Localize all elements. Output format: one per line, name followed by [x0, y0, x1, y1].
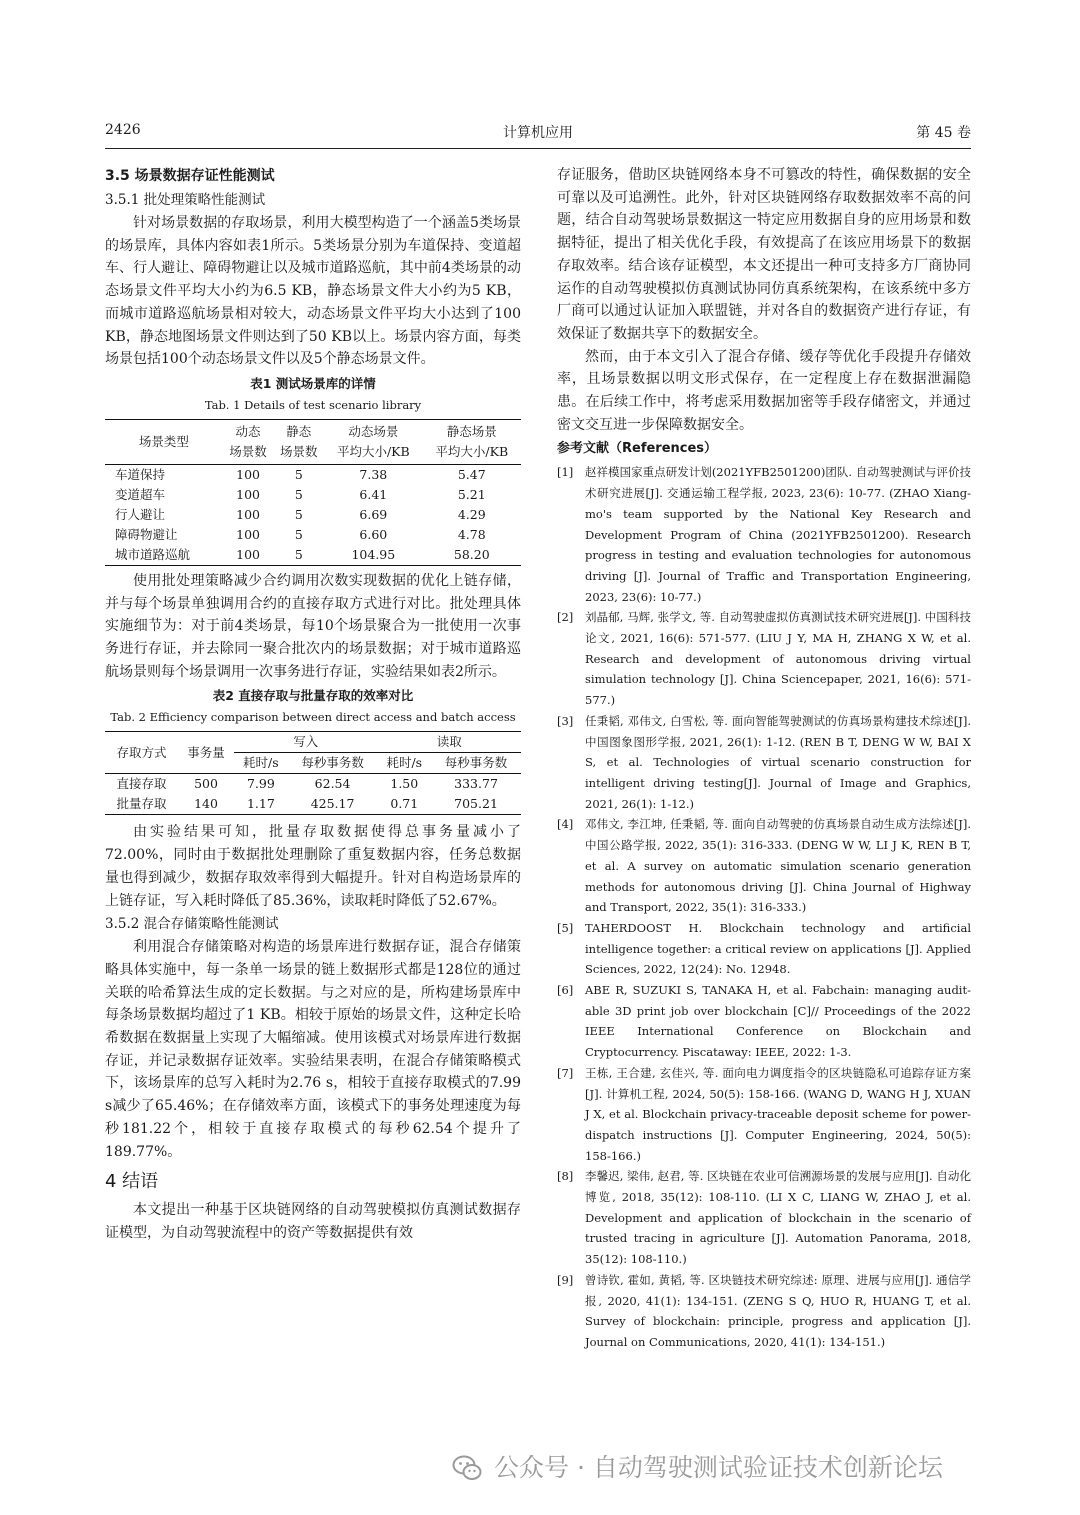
reference-item: [5] TAHERDOOST H. Blockchain technology and artificial intelligence together: a critical review on applications [J]. Applied Sciences, 2022, 12(24): No. 12948. [557, 920, 971, 977]
paragraph: 然而，由于本文引入了混合存储、缓存等优化手段提升存储效率，且场景数据以明文形式保存，在一定程度上存在数据泄漏隐患。在后续工作中，将考虑采用数据加密等手段存储密文，并通过密文交互进一步保障数据安全。 [557, 348, 971, 433]
table-cell: 城市道路巡航 [115, 546, 191, 562]
reference-item: [4] 邓伟文, 李江坤, 任秉韬, 等. 面向自动驾驶的仿真场景自动生成方法综述[J]. 中国公路学报, 2022, 35(1): 316-333. (DENG W W, LI J K, REN B T, et al. A survey on automatic simulation scenario generation methods for autonomous driving [J]. China Journal of Highway and Transport, 2022, 35(1): 316-333.) [557, 817, 971, 915]
table-cell: 500 [194, 776, 218, 792]
table-cell: 0.71 [390, 796, 419, 812]
table1-caption-en: Tab. 1 Details of test scenario library [204, 397, 422, 412]
table-cell: 100 [236, 466, 260, 482]
table2-header-tps: 每秒事务数 [444, 755, 508, 771]
table1-header-cell: 动态 场景数 [229, 423, 267, 459]
table-row [105, 545, 521, 566]
reference-item: [9] 曾诗钦, 霍如, 黄韬, 等. 区块链技术研究综述: 原理、进展与应用[J]. 通信学报, 2020, 41(1): 134-151. (ZENG S Q, HUO R, HUANG T, et al. Survey of blockchain: principle, progress and application [J]. Journal on Communications, 2020, 41(1): 134-151.) [557, 1272, 971, 1349]
paragraph: 存证服务，借助区块链网络本身不可篡改的特性，确保数据的安全可靠以及可追溯性。此外，针对区块链网络存取数据效率不高的问题，结合自动驾驶场景数据这一特定应用数据自身的应用场景和数据特征，提出了相关优化手段，有效提高了在该应用场景下的数据存取效率。结合该存证模型，本文还提出一种可支持多方厂商协同运作的自动驾驶模拟仿真测试协同仿真系统架构，在该系统中多方厂商可以通过认证加入联盟链，并对各自的数据资产进行存证，有效保证了数据共享下的数据安全。 [557, 167, 971, 342]
table-cell: 7.38 [359, 466, 388, 482]
paragraph: 由实验结果可知，批量存取数据使得总事务量减小了72.00%，同时由于数据批处理删除了重复数据内容，任务总数据量也得到减少，数据存取效率得到大幅提升。针对自构造场景库的上链存证，写入耗时降低了85.36%，读取耗时降低了52.67%。 [105, 824, 521, 909]
table1-header-cell: 静态场景 平均大小/KB [435, 423, 509, 459]
table-cell: 障碍物避让 [115, 526, 178, 542]
paragraph: 利用混合存储策略对构造的场景库进行数据存证，混合存储策略具体实施中，每一条单一场景的链上数据形式都是128位的通过关联的哈希算法生成的定长数据。与之对应的是，所构建场景库中每条场景数据均超过了1 KB。相较于原始的场景文件，这种定长哈希数据在数据量上实现了大幅缩减。使用该模式对场景库进行数据存证，并记录数据存证效率。实验结果表明，在混合存储策略模式下，该场景库的总写入耗时为2.76 s，相较于直接存取模式的7.99 s减少了65.46%；在存储效率方面，该模式下的事务处理速度为每秒181.22个，相较于直接存取模式的每秒62.54个提升了189.77%。 [105, 939, 521, 1160]
table2-header-tx: 事务量 [187, 744, 225, 760]
section-heading-3-5: 3.5 场景数据存证性能测试 [105, 168, 275, 184]
table-cell: 7.99 [246, 776, 275, 792]
reference-list [557, 462, 971, 1352]
reference-item: [3] 任秉韬, 邓伟文, 白雪松, 等. 面向智能驾驶测试的仿真场景构建技术综述[J]. 中国图象图形学报, 2021, 26(1): 1-12. (REN B T, DENG W W, BAI X S, et al. Technologies of virtual scenario construction for intelligent driving testing[J]. Journal of Image and Graphics, 2021, 26(1): 1-12.) [557, 713, 971, 811]
table1-header-cell: 场景类型 [138, 433, 189, 449]
table2-caption-cn: 表2 直接存取与批量存取的效率对比 [212, 688, 414, 704]
reference-item: [1] 赵祥模国家重点研发计划(2021YFB2501200)团队. 自动驾驶测试与评价技术研究进展[J]. 交通运输工程学报, 2023, 23(6): 10-77. (ZHAO Xiang-mo's team supported by the National Key Research and Development Program of China (2021YFB2501200). Research progress in testing and evaluation technologies for autonomous driving [J]. Journal of Traffic and Transportation Engineering, 2023, 23(6): 10-77.) [557, 465, 971, 604]
reference-item: [8] 李馨迟, 梁伟, 赵君, 等. 区块链在农业可信溯源场景的发展与应用[J]. 自动化博览, 2018, 35(12): 108-110. (LI X C, LIANG W, ZHAO J, et al. Development and application of blockchain in the scenario of trusted tracing in agriculture [J]. Automation Panorama, 2018, 35(12): 108-110.) [557, 1169, 971, 1267]
left-column [105, 164, 521, 1245]
paragraph: 使用批处理策略减少合约调用次数实现数据的优化上链存储，并与每个场景单独调用合约的直接存取方式进行对比。批处理具体实施细节为：对于前4类场景，每10个场景聚合为一批使用一次事务进行存证，并去除同一聚合批次内的场景数据；对于城市道路巡航场景则每个场景调用一次事务进行存证，实验结果如表2所示。 [105, 572, 521, 680]
volume-label: 第 45 卷 [916, 125, 971, 141]
table1-header-cell: 静态 场景数 [280, 423, 318, 459]
watermark-text: 公众号 · 自动驾驶测试验证技术创新论坛 [494, 1453, 943, 1482]
table-cell: 100 [236, 546, 260, 562]
table-cell: 62.54 [314, 776, 351, 792]
table2-header-time: 耗时/s [386, 755, 423, 771]
table-cell: 5 [294, 466, 303, 482]
table-cell: 6.60 [359, 526, 388, 542]
table-row [105, 774, 521, 795]
table-cell: 100 [236, 526, 260, 542]
reference-item: [7] 王栋, 王合建, 玄佳兴, 等. 面向电力调度指令的区块链隐私可追踪存证方案[J]. 计算机工程, 2024, 50(5): 158-166. (WANG D, WANG H J, XUAN J X, et al. Blockchain privacy-traceable deposit scheme for power-dispatch instructions [J]. Computer Engineering, 2024, 50(5): 158-166.) [557, 1065, 971, 1163]
table-cell: 批量存取 [116, 796, 167, 812]
table2-header-tps: 每秒事务数 [301, 755, 364, 771]
table-cell: 5.21 [457, 486, 486, 502]
paragraph: 针对场景数据的存取场景，利用大模型构造了一个涵盖5类场景的场景库，具体内容如表1所示。5类场景分别为车道保持、变道超车、行人避让、障碍物避让以及城市道路巡航，其中前4类场景的动态场景文件平均大小约为6.5 KB，静态场景文件大小约为5 KB，而城市道路巡航场景相对较大，动态场景文件平均大小达到了100 KB，静态地图场景文件则达到了50 KB以上。场景内容方面，每类场景包括100个动态场景文件以及5个静态场景文件。 [105, 215, 521, 368]
paragraph: 本文提出一种基于区块链网络的自动驾驶模拟仿真测试数据存证模型，为自动驾驶流程中的资产等数据提供有效 [105, 1202, 521, 1241]
table2 [105, 731, 521, 815]
right-column [557, 164, 971, 1353]
section-heading-4: 4 结语 [105, 1171, 159, 1193]
table-cell: 5 [294, 486, 303, 502]
table-row [105, 794, 521, 815]
wechat-icon [452, 1454, 482, 1482]
table-cell: 104.95 [351, 546, 396, 562]
table-cell: 4.78 [457, 526, 486, 542]
table-cell: 5 [294, 506, 303, 522]
table-cell: 333.77 [454, 776, 498, 792]
reference-item: [2] 刘晶郁, 马辉, 张学文, 等. 自动驾驶虚拟仿真测试技术研究进展[J]. 中国科技论文, 2021, 16(6): 571-577. (LIU J Y, MA H, ZHANG X W, et al. Research and development of autonomous driving virtual simulation technology [J]. China Sciencepaper, 2021, 16(6): 571-577.) [557, 610, 971, 708]
table-cell: 5 [294, 546, 303, 562]
subsection-heading-3-5-2: 3.5.2 混合存储策略性能测试 [105, 916, 279, 933]
table-cell: 100 [236, 506, 260, 522]
table-cell: 1.17 [246, 796, 275, 812]
table-cell: 行人避让 [115, 506, 166, 522]
table1 [105, 419, 521, 566]
table1-header-cell: 动态场景 平均大小/KB [336, 423, 410, 459]
table2-header-time: 耗时/s [243, 755, 279, 771]
table-cell: 6.69 [359, 506, 388, 522]
table-cell: 100 [236, 486, 260, 502]
page-number: 2426 [105, 122, 141, 138]
table2-header-mode: 存取方式 [116, 744, 167, 760]
table-cell: 1.50 [390, 776, 419, 792]
table-row [105, 464, 521, 485]
references-heading: 参考文献（References） [557, 441, 718, 457]
table-row [105, 505, 521, 525]
table-cell: 5.47 [457, 466, 486, 482]
table-cell: 425.17 [310, 796, 355, 812]
table-cell: 变道超车 [115, 486, 166, 502]
running-header [105, 122, 971, 144]
table-cell: 4.29 [457, 506, 486, 522]
table-cell: 140 [194, 796, 218, 812]
journal-name: 计算机应用 [503, 125, 573, 141]
reference-item: [6] ABE R, SUZUKI S, TANAKA H, et al. Fabchain: managing audit-able 3D print job over blockchain [C]// Proceedings of the 2022 IEEE International Conference on Blockchain and Cryptocurrency. Piscataway: IEEE, 2022: 1-3. [557, 983, 971, 1060]
table-row [105, 525, 521, 545]
table2-header-write: 写入 [234, 732, 377, 753]
table1-caption-cn: 表1 测试场景库的详情 [250, 375, 376, 391]
table-row [105, 485, 521, 505]
table-cell: 直接存取 [116, 776, 167, 792]
table-cell: 58.20 [453, 546, 490, 562]
table-cell: 车道保持 [115, 466, 166, 482]
table2-caption-en: Tab. 2 Efficiency comparison between direct access and batch access [110, 710, 516, 725]
table-cell: 5 [294, 526, 303, 542]
subsection-heading-3-5-1: 3.5.1 批处理策略性能测试 [105, 192, 266, 208]
table2-header-read: 读取 [378, 732, 521, 753]
table-cell: 6.41 [359, 486, 388, 502]
table-cell: 705.21 [454, 796, 498, 812]
header-rule [105, 148, 971, 149]
